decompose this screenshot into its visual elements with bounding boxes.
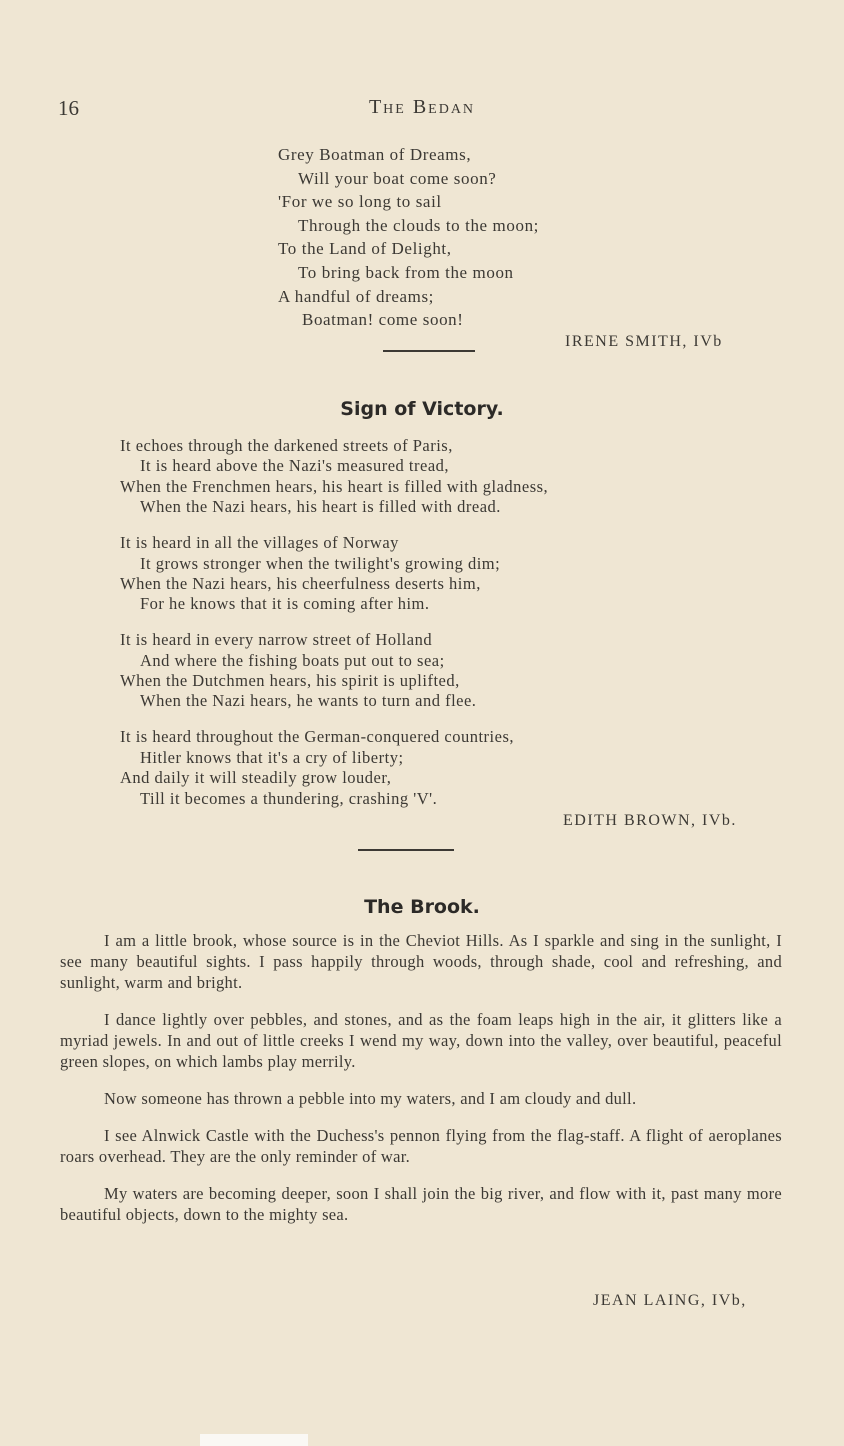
section-title-the-brook: The Brook.	[364, 896, 480, 918]
poem-line: To bring back from the moon	[298, 262, 514, 282]
poem-line: When the Nazi hears, his cheerfulness deserts him,	[120, 573, 481, 593]
poem-stanza	[120, 436, 548, 518]
poem-line: It is heard throughout the German-conquered countries,	[120, 727, 515, 747]
poem-line: For he knows that it is coming after him.	[140, 594, 430, 614]
poem-sign-of-victory	[120, 436, 548, 825]
section-divider	[358, 849, 454, 851]
sign-of-victory-author: EDITH BROWN, IVb.	[563, 812, 737, 829]
paragraph: I am a little brook, whose source is in the Cheviot Hills. As I sparkle and sing in the sunlight, I see many beautiful sights. I pass happily through woods, through shade, cool and refreshing, and sunlight, warm and bright.	[60, 931, 782, 992]
paragraph: My waters are becoming deeper, soon I shall join the big river, and flow with it, past many more beautiful objects, down to the mighty sea.	[60, 1184, 782, 1224]
journal-title: The Bedan	[368, 96, 476, 118]
poem-line: And daily it will steadily grow louder,	[120, 768, 392, 788]
poem-line: It is heard in all the villages of Norway	[120, 533, 399, 553]
page-number: 16	[58, 96, 79, 120]
brook-author: JEAN LAING, IVb,	[593, 1292, 747, 1309]
poem-line: Through the clouds to the moon;	[298, 215, 539, 235]
poem-line: Till it becomes a thundering, crashing 'V'.	[140, 788, 438, 808]
poem-line: Grey Boatman of Dreams,	[278, 145, 472, 164]
paragraph: Now someone has thrown a pebble into my waters, and I am cloudy and dull.	[104, 1089, 637, 1108]
poem-stanza	[120, 630, 548, 712]
section-divider	[383, 350, 475, 352]
poem-line: And where the fishing boats put out to sea;	[140, 650, 445, 670]
paragraph: I dance lightly over pebbles, and stones, and as the foam leaps high in the air, it glitters like a myriad jewels. In and out of little creeks I wend my way, down into the valley, over beautiful, peaceful green slopes, on which lambs play merrily.	[60, 1010, 782, 1071]
poem-line: When the Nazi hears, his heart is filled with dread.	[140, 497, 501, 517]
poem-line: Hitler knows that it's a cry of liberty;	[140, 747, 404, 767]
poem-stanza	[120, 533, 548, 615]
poem-line: When the Nazi hears, he wants to turn and flee.	[140, 691, 477, 711]
poem1-author: IRENE SMITH, IVb	[565, 333, 723, 350]
poem-line: When the Frenchmen hears, his heart is filled with gladness,	[120, 476, 549, 496]
poem-line: It echoes through the darkened streets of Paris,	[120, 436, 453, 455]
section-title-sign-of-victory: Sign of Victory.	[340, 398, 504, 420]
poem-line: It is heard in every narrow street of Holland	[120, 630, 433, 650]
brook-body	[60, 930, 782, 1241]
poem-line: Will your boat come soon?	[298, 168, 497, 188]
poem-line: It grows stronger when the twilight's growing dim;	[140, 553, 501, 573]
poem-stanza	[120, 727, 548, 809]
poem-line: 'For we so long to sail	[278, 192, 442, 212]
page-header	[0, 96, 844, 126]
poem-line: A handful of dreams;	[278, 286, 434, 306]
poem-line: It is heard above the Nazi's measured tread,	[140, 456, 450, 476]
poem-line: When the Dutchmen hears, his spirit is uplifted,	[120, 671, 460, 691]
poem-line: Boatman! come soon!	[302, 310, 464, 330]
paragraph: I see Alnwick Castle with the Duchess's pennon flying from the flag-staff. A flight of aeroplanes roars overhead. They are the only reminder of war.	[60, 1126, 782, 1166]
scan-edge-patch	[200, 1434, 308, 1446]
poem-grey-boatman	[278, 143, 539, 332]
poem-line: To the Land of Delight,	[278, 239, 452, 259]
